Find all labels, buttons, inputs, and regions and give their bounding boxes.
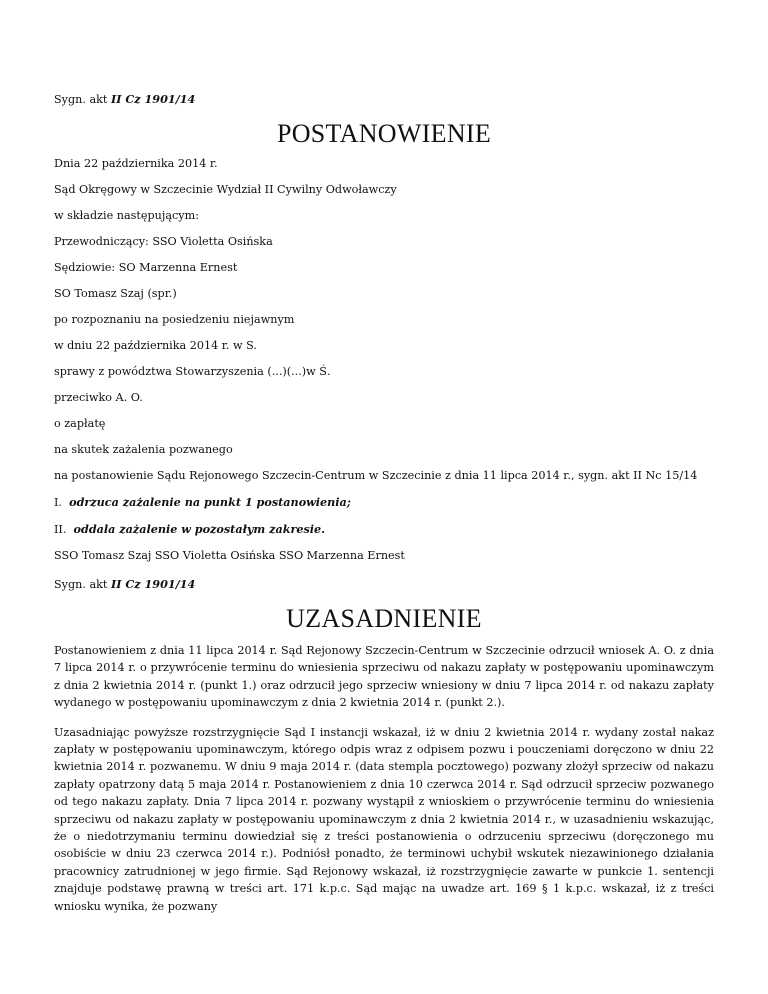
ruling-item-1 bbox=[54, 495, 714, 510]
session-line: po rozpoznaniu na posiedzeniu niejawnym bbox=[54, 313, 295, 326]
ruling-item-2 bbox=[54, 522, 714, 537]
title-postanowienie: POSTANOWIENIE bbox=[276, 119, 492, 148]
signatures-line: SSO Tomasz Szaj SSO Violetta Osińska SSO Marzenna Ernest bbox=[54, 549, 405, 562]
presiding-judge-line: Przewodniczący: SSO Violetta Osińska bbox=[54, 235, 273, 248]
decision-line: na postanowienie Sądu Rejonowego Szczecin-Centrum w Szczecinie z dnia 11 lipca 2014 r., sygn. akt II Nc 15/14 bbox=[54, 469, 698, 482]
case-line: sprawy z powództwa Stowarzyszenia (...)(...)w Ś. bbox=[54, 365, 331, 378]
case-signature-value: II Cz 1901/14 bbox=[110, 92, 196, 106]
case-signature-2-label: Sygn. akt bbox=[54, 578, 108, 591]
ruling-item-2-number: II. bbox=[54, 523, 67, 536]
against-line: przeciwko A. O. bbox=[54, 391, 143, 404]
ruling-item-2-text: oddala zażalenie w pozostałym zakresie. bbox=[73, 522, 326, 536]
ruling-item-1-number: I. bbox=[54, 496, 62, 509]
subject-line: o zapłatę bbox=[54, 417, 106, 430]
justification-paragraph-2: Uzasadniając powyższe rozstrzygnięcie Sąd I instancji wskazał, iż w dniu 2 kwietnia 2014 r. wydany został nakaz zapłaty w postępowaniu upominawczym, którego odpis wraz z odpisem pozwu i pouczeniami doręczono w dniu 22 kwietnia 2014 r. pozwanemu. W dniu 9 maja 2014 r. (data stempla pocztowego) pozwany złożył sprzeciw od nakazu zapłaty opatrzony datą 5 maja 2014 r. Postanowieniem z dnia 10 czerwca 2014 r. Sąd odrzucił sprzeciw pozwanego od tego nakazu zapłaty. Dnia 7 lipca 2014 r. pozwany wystąpił z wnioskiem o przywrócenie terminu do wniesienia sprzeciwu od nakazu zapłaty w postępowaniu upominawczym z dnia 2 kwietnia 2014 r., w uzasadnieniu wskazując, że o niedotrzymaniu terminu dowiedział się z treści postanowienia o odrzuceniu sprzeciwu (doręczonego mu osobiście w dniu 23 czerwca 2014 r.). Podniósł ponadto, że terminowi uchybił wskutek niezawinionego działania pracownicy zatrudnionej w jego firmie. Sąd Rejonowy wskazał, iż rozstrzygnięcie zawarte w punkcie 1. sentencji znajduje podstawę prawną w treści art. 171 k.p.c. Sąd mając na uwadze art. 169 § 1 k.p.c. wskazał, iż z treści wniosku wynika, że pozwany bbox=[54, 725, 714, 913]
appeal-line: na skutek zażalenia pozwanego bbox=[54, 443, 233, 456]
judges-line: Sędziowie: SO Marzenna Ernest bbox=[54, 261, 238, 274]
case-signature bbox=[54, 92, 714, 107]
justification-paragraph-1: Postanowieniem z dnia 11 lipca 2014 r. Sąd Rejonowy Szczecin-Centrum w Szczecinie odrzucił wniosek A. O. z dnia 7 lipca 2014 r. o przywrócenie terminu do wniesienia sprzeciwu od nakazu zapłaty w postępowaniu upominawczym z dnia 2 kwietnia 2014 r. (punkt 1.) oraz odrzucił jego sprzeciw wniesiony w dniu 7 lipca 2014 r. od nakazu zapłaty wydanego w postępowaniu upominawczym z dnia 2 kwietnia 2014 r. (punkt 2.). bbox=[54, 644, 714, 710]
title-uzasadnienie: UZASADNIENIE bbox=[286, 604, 482, 633]
case-signature-label: Sygn. akt bbox=[54, 93, 108, 106]
case-signature-2-value: II Cz 1901/14 bbox=[110, 577, 196, 591]
date-line: Dnia 22 października 2014 r. bbox=[54, 157, 218, 170]
court-line: Sąd Okręgowy w Szczecinie Wydział II Cywilny Odwoławczy bbox=[54, 183, 397, 196]
composition-line: w składzie następującym: bbox=[54, 209, 199, 222]
ruling-item-1-text: odrzuca zażalenie na punkt 1 postanowienia; bbox=[69, 495, 351, 509]
place-date-line: w dniu 22 października 2014 r. w S. bbox=[54, 339, 257, 352]
case-signature-2 bbox=[54, 577, 714, 592]
judge2-line: SO Tomasz Szaj (spr.) bbox=[54, 287, 177, 300]
